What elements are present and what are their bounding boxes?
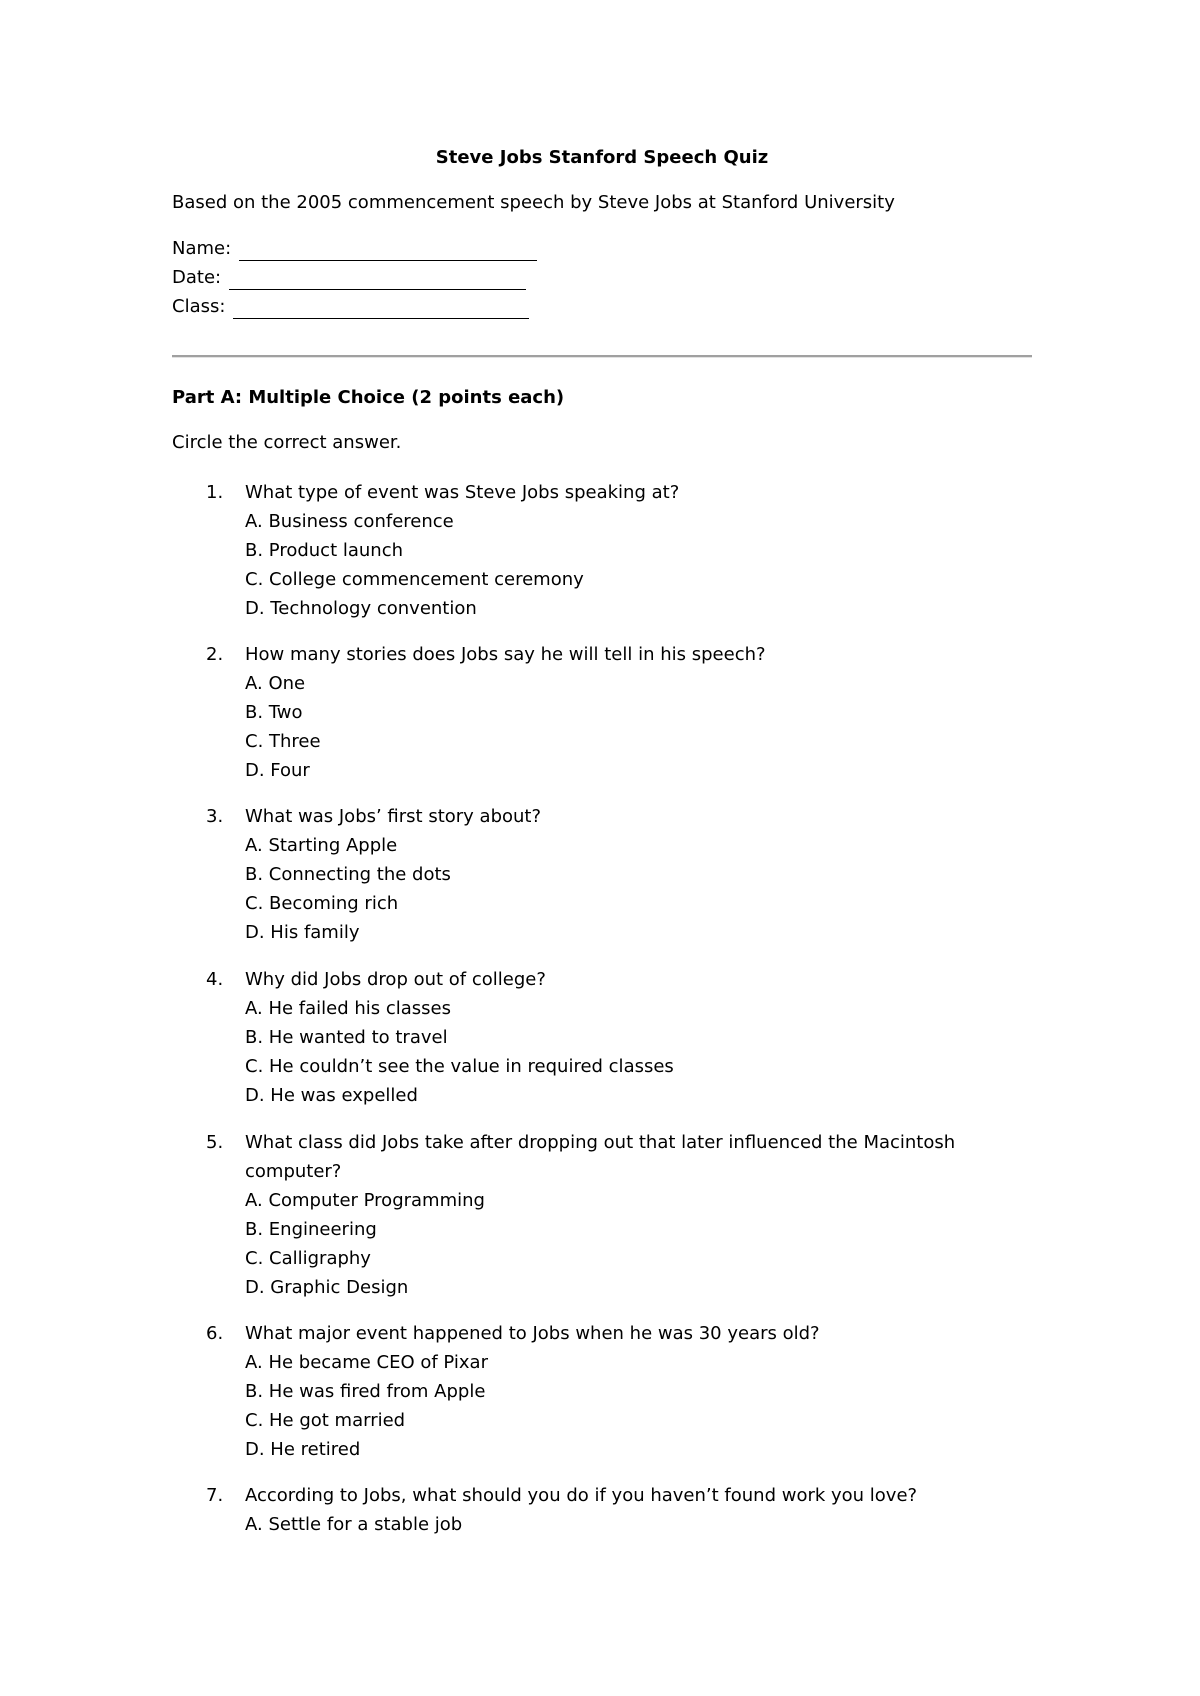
name-field xyxy=(172,237,537,261)
answer-option[interactable]: B. Two xyxy=(245,702,303,723)
answer-option[interactable]: C. He got married xyxy=(245,1410,406,1431)
answer-option[interactable]: A. Settle for a stable job xyxy=(245,1514,463,1535)
quiz-subtitle: Based on the 2005 commencement speech by Steve Jobs at Stanford University xyxy=(172,192,895,213)
answer-option[interactable]: A. One xyxy=(245,673,306,694)
question-body xyxy=(245,802,1005,947)
date-blank-line[interactable] xyxy=(229,271,526,290)
quiz-title: Steve Jobs Stanford Speech Quiz xyxy=(435,147,769,168)
question-text: Why did Jobs drop out of college? xyxy=(245,969,546,990)
question-text: According to Jobs, what should you do if you haven’t found work you love? xyxy=(245,1485,918,1506)
name-blank-line[interactable] xyxy=(239,242,537,261)
question-number: 4. xyxy=(206,969,224,990)
answer-option[interactable]: C. Calligraphy xyxy=(245,1248,371,1269)
name-label: Name: xyxy=(172,238,232,259)
question-text: What class did Jobs take after dropping out that later influenced the Macintosh xyxy=(245,1132,956,1153)
question-text: How many stories does Jobs say he will tell in his speech? xyxy=(245,644,766,665)
date-label: Date: xyxy=(172,267,222,288)
answer-option[interactable]: A. Starting Apple xyxy=(245,835,398,856)
answer-option[interactable]: A. He failed his classes xyxy=(245,998,452,1019)
date-field xyxy=(172,266,526,290)
class-label: Class: xyxy=(172,296,226,317)
question-body xyxy=(245,1128,1005,1302)
answer-option[interactable]: B. He wanted to travel xyxy=(245,1027,448,1048)
part-a-heading: Part A: Multiple Choice (2 points each) xyxy=(172,387,565,408)
question-body xyxy=(245,1481,1005,1539)
answer-option[interactable]: B. Connecting the dots xyxy=(245,864,451,885)
question-text: What major event happened to Jobs when he was 30 years old? xyxy=(245,1323,820,1344)
question-number: 1. xyxy=(206,482,224,503)
answer-option[interactable]: B. Product launch xyxy=(245,540,404,561)
question-body xyxy=(245,965,1005,1110)
question-number: 7. xyxy=(206,1485,224,1506)
answer-option[interactable]: B. Engineering xyxy=(245,1219,377,1240)
class-field xyxy=(172,295,529,319)
answer-option[interactable]: D. Graphic Design xyxy=(245,1277,409,1298)
question-text: What was Jobs’ first story about? xyxy=(245,806,542,827)
answer-option[interactable]: A. Computer Programming xyxy=(245,1190,485,1211)
question-body xyxy=(245,478,1005,623)
question-body xyxy=(245,640,1005,785)
question-number: 2. xyxy=(206,644,224,665)
question-text-continued: computer? xyxy=(245,1161,342,1182)
answer-option[interactable]: C. Becoming rich xyxy=(245,893,399,914)
section-divider xyxy=(172,355,1032,358)
answer-option[interactable]: A. Business conference xyxy=(245,511,454,532)
answer-option[interactable]: A. He became CEO of Pixar xyxy=(245,1352,488,1373)
question-number: 6. xyxy=(206,1323,224,1344)
answer-option[interactable]: C. He couldn’t see the value in required classes xyxy=(245,1056,674,1077)
answer-option[interactable]: C. College commencement ceremony xyxy=(245,569,584,590)
question-text: What type of event was Steve Jobs speaking at? xyxy=(245,482,680,503)
question-number: 3. xyxy=(206,806,224,827)
answer-option[interactable]: B. He was fired from Apple xyxy=(245,1381,486,1402)
answer-option[interactable]: D. He was expelled xyxy=(245,1085,418,1106)
question-number: 5. xyxy=(206,1132,224,1153)
class-blank-line[interactable] xyxy=(233,300,529,319)
answer-option[interactable]: D. He retired xyxy=(245,1439,361,1460)
answer-option[interactable]: D. His family xyxy=(245,922,360,943)
answer-option[interactable]: D. Technology convention xyxy=(245,598,477,619)
answer-option[interactable]: C. Three xyxy=(245,731,321,752)
question-body xyxy=(245,1319,1005,1464)
part-a-instruction: Circle the correct answer. xyxy=(172,432,402,453)
answer-option[interactable]: D. Four xyxy=(245,760,310,781)
